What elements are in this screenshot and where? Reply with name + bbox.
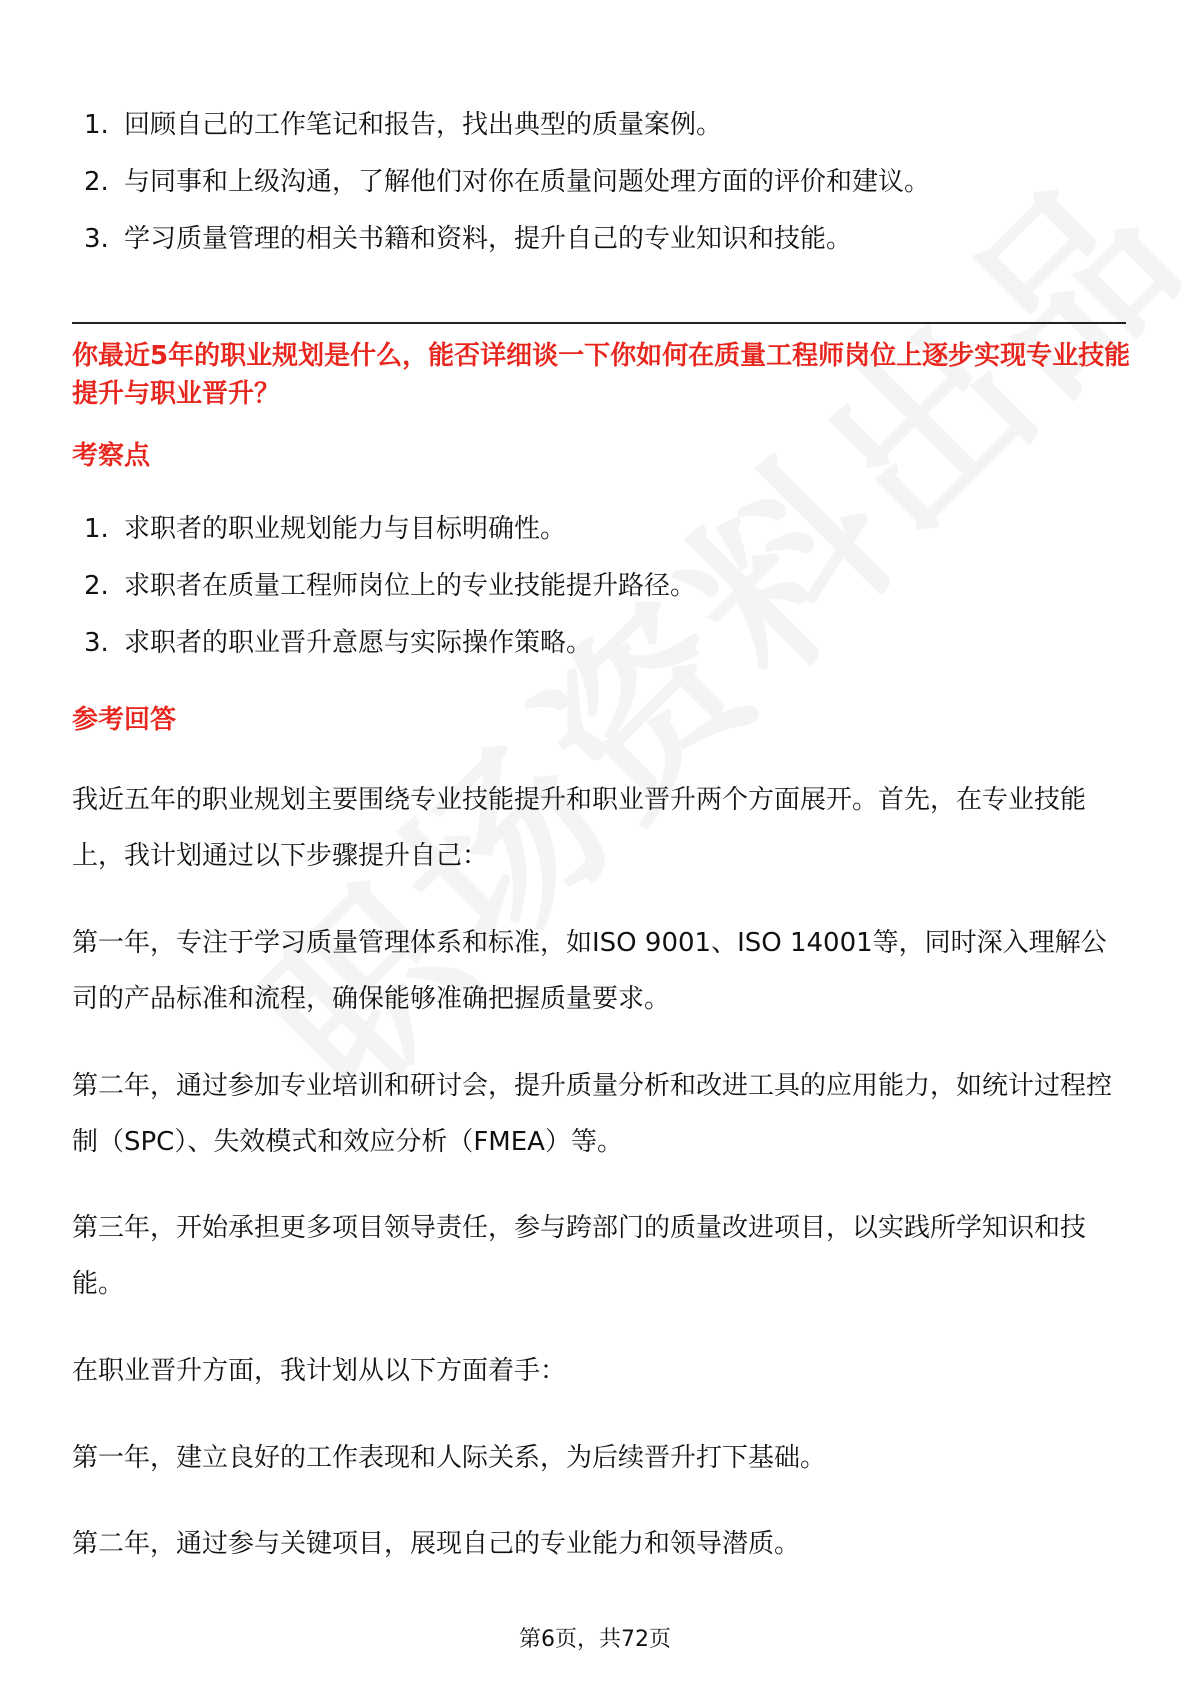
answer-heading: 参考回答: [72, 705, 177, 735]
answer-paragraph: 第一年，专注于学习质量管理体系和标准，如ISO 9001、ISO 14001等，同时深入理解公司的产品标准和流程，确保能够准确把握质量要求。: [72, 928, 1107, 1014]
answer-paragraph: 第三年，开始承担更多项目领导责任，参与跨部门的质量改进项目，以实践所学知识和技能。: [72, 1213, 1087, 1299]
list-item: [72, 105, 1122, 162]
answer-paragraph: 我近五年的职业规划主要围绕专业技能提升和职业晋升两个方面展开。首先，在专业技能上，我计划通过以下步骤提升自己：: [72, 785, 1087, 871]
list-number: 2.: [84, 167, 109, 197]
improvement-steps-list: [72, 105, 1122, 276]
section-divider: [72, 322, 1126, 324]
list-item-text: 回顾自己的工作笔记和报告，找出典型的质量案例。: [124, 110, 723, 140]
list-number: 1.: [84, 514, 109, 544]
answer-paragraph: 第一年，建立良好的工作表现和人际关系，为后续晋升打下基础。: [72, 1443, 827, 1473]
list-item: [72, 566, 1122, 623]
list-item-text: 求职者在质量工程师岗位上的专业技能提升路径。: [124, 571, 697, 601]
answer-paragraph: 第二年，通过参加专业培训和研讨会，提升质量分析和改进工具的应用能力，如统计过程控制（SPC）、失效模式和效应分析（FMEA）等。: [72, 1071, 1113, 1157]
page-number-footer: 第6页，共72页: [519, 1627, 671, 1652]
list-item: [72, 219, 1122, 276]
focus-heading: 考察点: [72, 441, 151, 471]
focus-points-list: [72, 509, 1122, 680]
list-number: 2.: [84, 571, 109, 601]
interview-question: 你最近5年的职业规划是什么，能否详细谈一下你如何在质量工程师岗位上逐步实现专业技能提升与职业晋升？: [72, 341, 1131, 409]
list-number: 3.: [84, 224, 109, 254]
list-item: [72, 162, 1122, 219]
answer-paragraph: 在职业晋升方面，我计划从以下方面着手：: [72, 1356, 567, 1386]
list-number: 3.: [84, 628, 109, 658]
list-item-text: 求职者的职业规划能力与目标明确性。: [124, 514, 567, 544]
list-number: 1.: [84, 110, 109, 140]
list-item-text: 求职者的职业晋升意愿与实际操作策略。: [124, 628, 593, 658]
list-item-text: 学习质量管理的相关书籍和资料，提升自己的专业知识和技能。: [124, 224, 853, 254]
answer-paragraph: 第二年，通过参与关键项目，展现自己的专业能力和领导潜质。: [72, 1529, 801, 1559]
list-item: [72, 509, 1122, 566]
list-item-text: 与同事和上级沟通，了解他们对你在质量问题处理方面的评价和建议。: [124, 167, 931, 197]
list-item: [72, 623, 1122, 680]
